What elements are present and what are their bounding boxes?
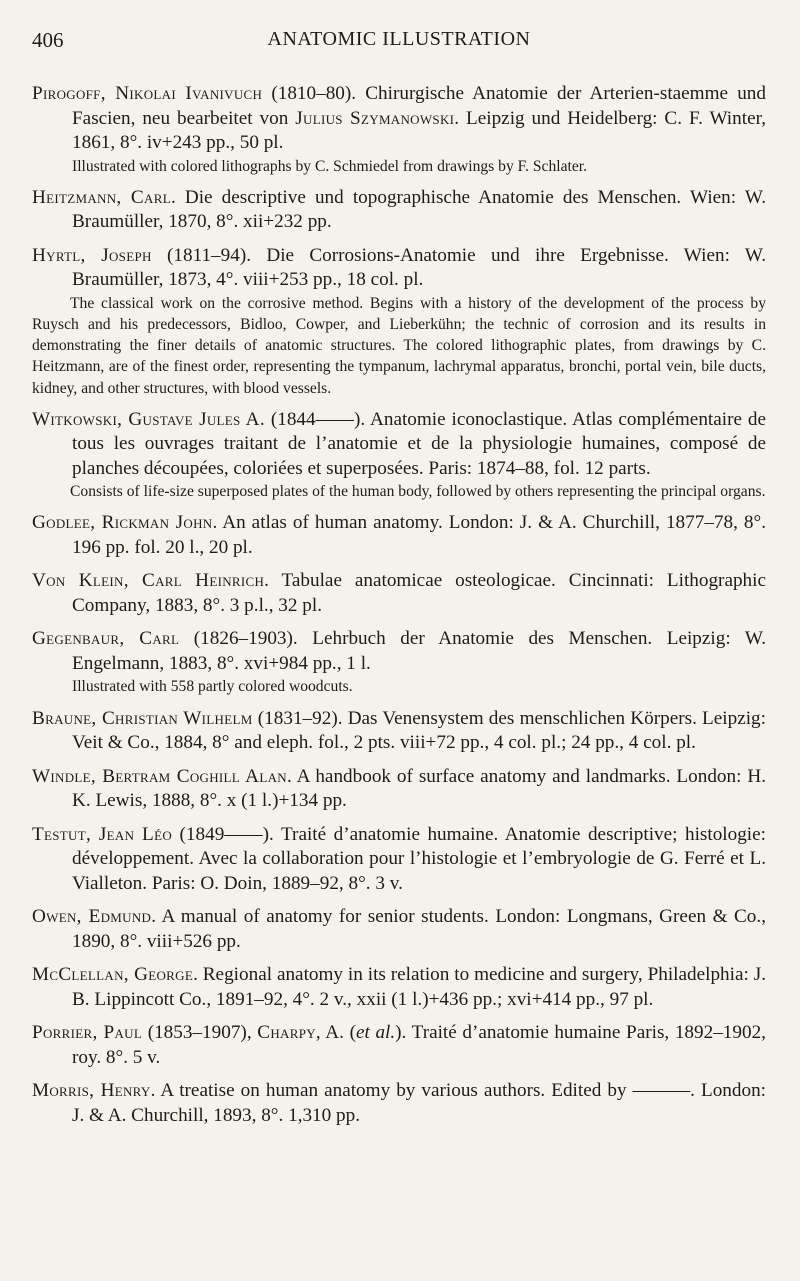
entry-author: Owen, Edmund	[32, 906, 152, 928]
entry-author: Windle, Bertram Coghill Alan	[32, 765, 287, 787]
entry-text: (1831–92). Das Venensystem des menschlichen Körpers. Leipzig: Veit & Co., 1884, 8° and eleph. fol., 2 pts. viii+72 pp., 4 col. pl.; 24 pp., 4 col. pl.	[72, 707, 766, 754]
entry-editor: Julius Szymanowski	[295, 107, 455, 129]
page-header	[32, 24, 766, 60]
entry-author: McClellan, George	[32, 964, 194, 986]
bibliography-entry	[32, 82, 766, 177]
bibliography-entry	[32, 905, 766, 954]
citation	[32, 707, 766, 756]
bibliography-entry	[32, 963, 766, 1012]
entry-author: Morris, Henry	[32, 1080, 151, 1102]
entry-et-al: et al.	[355, 1022, 396, 1044]
entry-author: Godlee, Rickman John	[32, 512, 213, 534]
entry-text-end: ). Traité d’anatomie humaine Paris, 1892–1902, roy. 8°. 5 v.	[72, 1022, 766, 1068]
citation	[32, 823, 766, 897]
entry-coauthor: Charpy	[257, 1022, 316, 1044]
entry-author: Porrier, Paul	[32, 1022, 143, 1044]
entry-author: Pirogoff, Nikolai Ivanivuch	[32, 83, 263, 104]
bibliography-entry	[32, 1079, 766, 1128]
entry-author: Gegenbaur, Carl	[32, 628, 180, 650]
citation	[32, 1079, 766, 1128]
bibliography-list	[32, 82, 766, 1128]
entry-text: . An atlas of human anatomy. London: J. & A. Churchill, 1877–78, 8°. 196 pp. fol. 20 l., 20 pl.	[72, 512, 766, 558]
bibliography-entry	[32, 511, 766, 560]
page-number: 406	[32, 28, 64, 52]
entry-note: Illustrated with 558 partly colored woodcuts.	[72, 678, 353, 696]
citation	[32, 82, 766, 156]
entry-text-cont: . Leipzig und Heidelberg: C. F. Winter, 1861, 8°. iv+243 pp., 50 pl.	[72, 107, 766, 153]
entry-text: (1853–1907),	[142, 1022, 258, 1044]
running-head: ANATOMIC ILLUSTRATION	[267, 28, 531, 50]
entry-text: (1811–94). Die Corrosions-Anatomie und ihre Ergebnisse. Wien: W. Braumüller, 1873, 4°. viii+253 pp., 18 col. pl.	[72, 244, 767, 291]
entry-text: (1844——). Anatomie iconoclastique. Atlas complémentaire de tous les ouvrages traitant de l’anatomie et de la physiologie humaines, composé de planches découpées, coloriées et superposées. Paris: 1874–88, fol. 12 parts.	[72, 408, 767, 479]
entry-author: Hyrtl, Joseph	[32, 244, 152, 266]
entry-text: . A handbook of surface anatomy and landmarks. London: H. K. Lewis, 1888, 8°. x (1 l.)+134 pp.	[72, 765, 767, 812]
citation	[32, 905, 766, 954]
bibliography-entry	[32, 823, 766, 897]
entry-author: Witkowski, Gustave Jules A.	[32, 408, 265, 430]
citation	[32, 186, 766, 235]
citation	[32, 244, 766, 293]
bibliography-entry	[32, 765, 766, 814]
bibliography-entry	[32, 1021, 766, 1070]
citation	[32, 963, 766, 1012]
bibliography-entry	[32, 627, 766, 697]
entry-note: The classical work on the corrosive method. Begins with a history of the development of the process by Ruysch and his predecessors, Bidloo, Cowper, and Lieberkühn; the technic of corrosion and its results in demonstrating the finer details of anatomic structures. The colored lithographic plates, from drawings by C. Heitzmann, are of the finest order, representing the tympanum, lachrymal apparatus, bronchi, portal vein, bile ducts, kidney, and other structures, with blood vessels.	[32, 294, 766, 397]
citation	[32, 408, 766, 482]
entry-text: . A treatise on human anatomy by various authors. Edited by ———. London: J. & A. Churchill, 1893, 8°. 1,310 pp.	[72, 1080, 766, 1126]
entry-author: Testut, Jean Léo	[32, 823, 173, 845]
entry-note: Illustrated with colored lithographs by C. Schmiedel from drawings by F. Schlater.	[72, 157, 587, 175]
entry-note: Consists of life-size superposed plates of the human body, followed by others representing the principal organs.	[70, 483, 766, 501]
citation	[32, 765, 766, 814]
bibliography-entry	[32, 707, 766, 756]
entry-text: . Tabulae anatomicae osteologicae. Cincinnati: Lithographic Company, 1883, 8°. 3 p.l., 32 pl.	[72, 570, 766, 616]
entry-text: . Regional anatomy in its relation to medicine and surgery, Philadelphia: J. B. Lippincott Co., 1891–92, 4°. 2 v., xxii (1 l.)+436 pp.; xvi+414 pp., 97 pl.	[72, 964, 766, 1010]
bibliography-entry	[32, 244, 766, 399]
entry-author: Von Klein, Carl Heinrich	[32, 570, 265, 592]
entry-text: (1826–1903). Lehrbuch der Anatomie des Menschen. Leipzig: W. Engelmann, 1883, 8°. xvi+984 pp., 1 l.	[72, 628, 766, 674]
entry-author: Heitzmann, Carl	[32, 186, 171, 208]
citation	[32, 627, 766, 676]
bibliography-entry	[32, 569, 766, 618]
bibliography-entry	[32, 186, 766, 235]
citation	[32, 569, 766, 618]
entry-text: (1849——). Traité d’anatomie humaine. Anatomie descriptive; histologie: développement. Avec la collaboration pour l’histologie et l’embryologie de G. Ferré et L. Vialleton. Paris: O. Doin, 1889–92, 8°. 3 v.	[72, 823, 766, 894]
citation	[32, 511, 766, 560]
entry-text: . Die descriptive und topographische Anatomie des Menschen. Wien: W. Braumüller, 1870, 8°. xii+232 pp.	[72, 186, 766, 233]
entry-text: (1810–80). Chirurgische Anatomie der Arterien-staemme und Fascien, neu bearbeitet von	[72, 83, 766, 129]
entry-author: Braune, Christian Wilhelm	[32, 707, 253, 729]
bibliography-entry	[32, 408, 766, 503]
entry-text: . A manual of anatomy for senior students. London: Longmans, Green & Co., 1890, 8°. viii+526 pp.	[72, 906, 766, 952]
citation	[32, 1021, 766, 1070]
entry-text-cont: , A. (	[315, 1022, 356, 1044]
